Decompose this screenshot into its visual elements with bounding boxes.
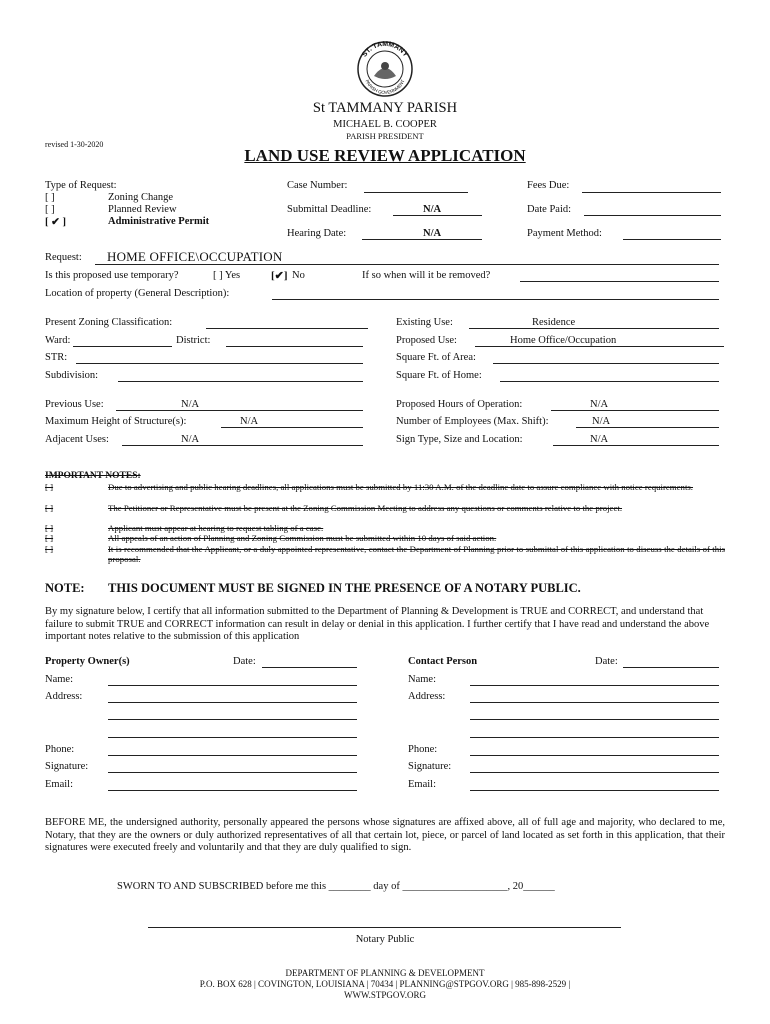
svg-text:ST. TAMMANY: [361, 41, 409, 59]
notary-signature-line[interactable]: [148, 927, 621, 928]
adjacent-uses-value: N/A: [181, 434, 200, 445]
contact-address-field-1[interactable]: [470, 702, 719, 703]
contact-email-label: Email:: [408, 779, 436, 790]
form-title: LAND USE REVIEW APPLICATION: [244, 146, 526, 165]
contact-person-heading: Contact Person: [408, 656, 478, 667]
option-administrative-permit: Administrative Permit: [108, 216, 210, 227]
present-zoning-field[interactable]: [206, 328, 368, 329]
note-2-checkbox[interactable]: [ ]: [45, 503, 54, 513]
proposed-use-label: Proposed Use:: [396, 335, 457, 346]
contact-address-label: Address:: [408, 691, 446, 702]
employees-value: N/A: [592, 416, 611, 427]
existing-use-label: Existing Use:: [396, 317, 453, 328]
sqft-home-label: Square Ft. of Home:: [396, 370, 482, 381]
note-5-checkbox[interactable]: [ ]: [45, 544, 54, 554]
temporary-yes-checkbox[interactable]: [ ] Yes: [213, 270, 241, 281]
sign-value: N/A: [590, 434, 609, 445]
contact-name-field[interactable]: [470, 685, 719, 686]
owner-address-field-2[interactable]: [108, 719, 357, 720]
footer-department: DEPARTMENT OF PLANNING & DEVELOPMENT: [285, 968, 485, 978]
previous-use-value: N/A: [181, 399, 200, 410]
sign-field[interactable]: [553, 445, 719, 446]
owner-date-label: Date:: [233, 656, 256, 667]
owner-address-field-1[interactable]: [108, 702, 357, 703]
existing-use-field[interactable]: [469, 328, 719, 329]
temporary-no-checkbox[interactable]: [✔]: [271, 270, 288, 282]
property-owner-heading: Property Owner(s): [45, 656, 130, 667]
fees-due-field[interactable]: [582, 192, 721, 193]
checkbox-administrative-permit[interactable]: [ ✔ ]: [45, 217, 67, 228]
president-title: PARISH PRESIDENT: [346, 131, 424, 141]
parish-name: St TAMMANY PARISH: [312, 100, 458, 116]
notary-note-text: THIS DOCUMENT MUST BE SIGNED IN THE PRESENCE OF A NOTARY PUBLIC.: [108, 581, 581, 595]
existing-use-value: Residence: [532, 317, 576, 328]
case-number-field[interactable]: [364, 192, 468, 193]
submittal-deadline-value: N/A: [423, 204, 442, 215]
date-paid-field[interactable]: [584, 215, 721, 216]
location-field[interactable]: [272, 299, 719, 300]
adjacent-uses-field[interactable]: [122, 445, 363, 446]
contact-date-label: Date:: [595, 656, 618, 667]
owner-name-label: Name:: [45, 674, 73, 685]
payment-method-label: Payment Method:: [527, 228, 602, 239]
footer-address: P.O. BOX 628 | COVINGTON, LOUISIANA | 70434 | PLANNING@STPGOV.ORG | 985-898-2529 |: [199, 979, 571, 989]
hours-field[interactable]: [551, 410, 719, 411]
hearing-date-label: Hearing Date:: [287, 228, 347, 239]
contact-date-field[interactable]: [623, 667, 719, 668]
notary-note-label: NOTE:: [45, 581, 85, 595]
owner-email-field[interactable]: [108, 790, 357, 791]
footer-website[interactable]: WWW.STPGOV.ORG: [343, 990, 426, 1000]
note-4-checkbox[interactable]: [ ]: [45, 533, 54, 543]
hours-value: N/A: [590, 399, 609, 410]
request-type-label: Type of Request:: [45, 180, 117, 191]
contact-phone-label: Phone:: [408, 744, 438, 755]
checkbox-zoning-change[interactable]: [ ]: [45, 192, 55, 203]
max-height-value: N/A: [240, 416, 259, 427]
ward-field[interactable]: [73, 346, 172, 347]
subdivision-field[interactable]: [118, 381, 363, 382]
hearing-date-value: N/A: [423, 228, 442, 239]
previous-use-field[interactable]: [116, 410, 363, 411]
hearing-date-field[interactable]: [362, 239, 482, 240]
contact-name-label: Name:: [408, 674, 436, 685]
ward-label: Ward:: [45, 335, 71, 346]
removal-question: If so when will it be removed?: [362, 270, 491, 281]
note-5-text: It is recommended that the Applicant, or a duly appointed representative, contact the Department of Planning prior to submittal of this application to discuss the details of this proposal.: [108, 544, 725, 564]
previous-use-label: Previous Use:: [45, 399, 104, 410]
fees-due-label: Fees Due:: [527, 180, 570, 191]
sqft-home-field[interactable]: [500, 381, 719, 382]
note-1-checkbox[interactable]: [ ]: [45, 482, 54, 492]
president-name: MICHAEL B. COOPER: [333, 119, 437, 130]
request-label: Request:: [45, 252, 82, 263]
owner-phone-field[interactable]: [108, 755, 357, 756]
notary-public-label: Notary Public: [355, 934, 415, 945]
owner-address-field-3[interactable]: [108, 737, 357, 738]
submittal-deadline-label: Submittal Deadline:: [287, 204, 372, 215]
option-planned-review: Planned Review: [108, 204, 177, 215]
payment-method-field[interactable]: [623, 239, 721, 240]
certification-text: By my signature below, I certify that all information submitted to the Department of Planning & Development is TRUE and CORRECT, and understand that failure to submit TRUE and CORRECT information can result in delay or denial in this application. I further certify that I have read and understand the above important notes relative to the submission of this application: [45, 606, 710, 642]
contact-signature-field[interactable]: [470, 772, 719, 773]
request-value: HOME OFFICE\OCCUPATION: [107, 249, 283, 264]
owner-signature-label: Signature:: [45, 761, 89, 772]
contact-address-field-2[interactable]: [470, 719, 719, 720]
owner-signature-field[interactable]: [108, 772, 357, 773]
revised-date: revised 1-30-2020: [45, 140, 104, 149]
str-label: STR:: [45, 352, 68, 363]
temporary-no-label: No: [292, 270, 305, 281]
important-notes-title: IMPORTANT NOTES:: [45, 471, 141, 481]
contact-signature-label: Signature:: [408, 761, 452, 772]
sqft-area-label: Square Ft. of Area:: [396, 352, 476, 363]
hours-label: Proposed Hours of Operation:: [396, 399, 523, 410]
owner-address-label: Address:: [45, 691, 83, 702]
note-2-text: The Petitioner or Representative must be present at the Zoning Commission Meeting to address any questions or comments relative to the project.: [108, 503, 623, 513]
employees-field[interactable]: [576, 427, 719, 428]
adjacent-uses-label: Adjacent Uses:: [45, 434, 109, 445]
owner-email-label: Email:: [45, 779, 73, 790]
submittal-deadline-field[interactable]: [393, 215, 482, 216]
owner-date-field[interactable]: [262, 667, 357, 668]
sign-label: Sign Type, Size and Location:: [396, 434, 523, 445]
note-1-text: Due to advertising and public hearing deadlines, all applications must be submitted by 11:30 A.M. of the deadline date to assure compliance with notice requirements.: [108, 482, 694, 492]
temporary-question: Is this proposed use temporary?: [45, 270, 179, 281]
present-zoning-label: Present Zoning Classification:: [45, 317, 173, 328]
max-height-label: Maximum Height of Structure(s):: [45, 416, 187, 427]
district-label: District:: [176, 335, 211, 346]
seal-top-text: ST. TAMMANY: [361, 40, 409, 59]
note-4-text: All appeals of an action of Planning and Zoning Commission must be submitted within 10 days of said action.: [108, 533, 497, 543]
contact-email-field[interactable]: [470, 790, 719, 791]
sqft-area-field[interactable]: [493, 363, 719, 364]
case-number-label: Case Number:: [287, 180, 348, 191]
checkbox-planned-review[interactable]: [ ]: [45, 204, 55, 215]
note-3-checkbox[interactable]: [ ]: [45, 523, 54, 533]
seal-bottom-text: PARISH GOVERNMENT: [364, 78, 406, 96]
employees-label: Number of Employees (Max. Shift):: [396, 416, 549, 427]
date-paid-label: Date Paid:: [527, 204, 572, 215]
proposed-use-field[interactable]: [475, 346, 724, 347]
owner-phone-label: Phone:: [45, 744, 75, 755]
sworn-statement: SWORN TO AND SUBSCRIBED before me this ________ day of ____________________, 20______: [117, 881, 555, 892]
contact-address-field-3[interactable]: [470, 737, 719, 738]
str-field[interactable]: [76, 363, 363, 364]
max-height-field[interactable]: [221, 427, 363, 428]
subdivision-label: Subdivision:: [45, 370, 99, 381]
location-label: Location of property (General Description):: [45, 288, 230, 299]
option-zoning-change: Zoning Change: [108, 192, 174, 203]
contact-phone-field[interactable]: [470, 755, 719, 756]
parish-seal-logo: [346, 40, 424, 98]
owner-name-field[interactable]: [108, 685, 357, 686]
proposed-use-value: Home Office/Occupation: [510, 335, 617, 346]
removal-date-field[interactable]: [520, 281, 719, 282]
notary-declaration: BEFORE ME, the undersigned authority, personally appeared the persons whose signatures are affixed above, all of full age and majority, who declared to me, Notary, that they are the owners or duly authorized representatives of all that certain lot, piece, or parcel of land located as set forth in this application, that their signatures were executed freely and voluntarily and that they are duly qualified to sign.: [45, 817, 725, 853]
district-field[interactable]: [226, 346, 363, 347]
note-3-text: Applicant must appear at hearing to request tabling of a case.: [108, 523, 324, 533]
